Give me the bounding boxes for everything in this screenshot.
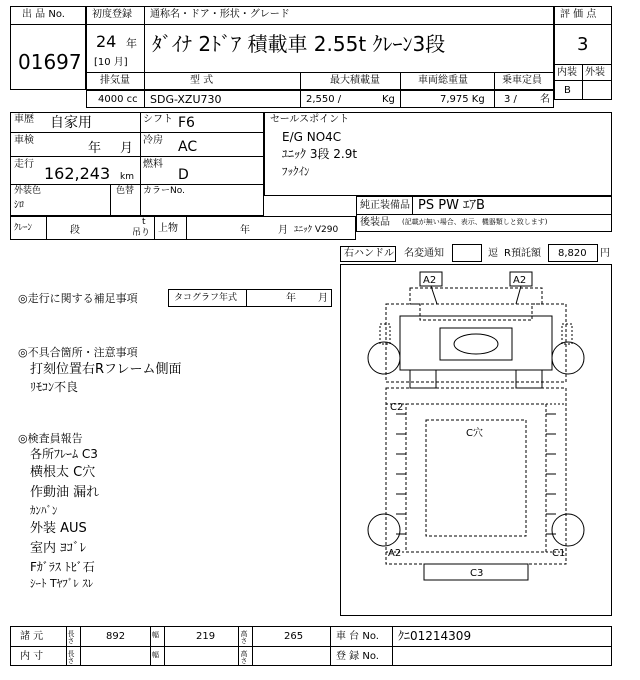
inspection-year: 年 (88, 141, 102, 156)
crane-lift: 吊り (132, 228, 151, 238)
mark-a2-front-right: A2 (513, 275, 527, 286)
equipment-value: PS PW ｴｱB (418, 198, 485, 213)
equipment-label: 純正装備品 (360, 200, 410, 211)
mileage-value: 162,243 (44, 164, 111, 183)
capacity-label: 乗車定員 (502, 75, 542, 86)
sales-point-3: ﾌｯｸｲﾝ (282, 165, 310, 178)
width-value: 219 (196, 631, 216, 642)
inspector-note-6: 室内 ﾖｺﾞﾚ (30, 541, 87, 556)
r-pred-yen: 円 (600, 248, 610, 259)
ac-value: AC (178, 139, 198, 155)
inspector-note-3: 作動油 漏れ (30, 485, 100, 500)
name-change-label: 名変通知 (404, 248, 444, 259)
inner-length-label: 長さ (67, 650, 75, 664)
aftermarket-note: (記載が無い場合、表示、機器類しと致します) (402, 218, 548, 226)
mark-a2-rear-left: A2 (388, 548, 402, 559)
inspector-note-8: ｼｰﾄ Tﾔﾌﾞﾚ ｽﾚ (30, 577, 94, 590)
ext-color-label: 外装色 (14, 186, 42, 196)
first-reg-label: 初度登録 (92, 9, 132, 20)
inspector-note-7: Fｶﾞﾗｽ ﾄﾋﾞ石 (30, 560, 95, 574)
odometer-swap-label: 逗 (488, 248, 498, 259)
height-label: 高さ (240, 630, 248, 644)
inspector-note-5: 外装 AUS (30, 521, 87, 536)
history-value: 自家用 (50, 115, 92, 131)
car-name: ﾀﾞｲﾅ 2ﾄﾞｱ 積載車 2.55t ｸﾚｰﾝ3段 (152, 32, 446, 56)
supplement-title: ◎走行に関する補足事項 (18, 292, 138, 305)
inspector-note-4: ｶﾝﾊﾞﾝ (30, 504, 58, 517)
name-change-checkbox (452, 244, 482, 262)
capacity-unit: 名 (540, 94, 550, 105)
fuel-label: 燃料 (143, 159, 163, 170)
r-pred-value: 8,820 (558, 248, 587, 259)
sales-point-label: セールスポイント (270, 114, 350, 125)
crane-ton: t (142, 217, 146, 227)
model-label: 型 式 (190, 75, 214, 86)
upper-year: 年 (240, 225, 250, 236)
inner-label: 内 寸 (20, 651, 44, 662)
displacement-value: 4000 cc (98, 94, 138, 105)
inspection-label: 車検 (14, 135, 34, 146)
mileage-unit: km (120, 172, 134, 182)
mark-c2-left-side: C2 (390, 402, 404, 413)
defect-2: ﾘﾓｺﾝ不良 (30, 380, 79, 394)
mark-c3-rear-bumper: C3 (470, 568, 484, 579)
name-label: 通称名・ドア・形状・グレード (150, 9, 290, 20)
aftermarket-label: 後装品 (360, 217, 390, 228)
upper-value: ﾕﾆｯｸ V290 (294, 225, 339, 235)
crane-label: ｸﾚｰﾝ (14, 223, 33, 233)
truck-diagram (340, 264, 612, 616)
score-value: 3 (577, 34, 589, 55)
upper-label: 上物 (158, 223, 178, 234)
mileage-label: 走行 (14, 159, 34, 170)
shift-value: F6 (178, 115, 195, 131)
tacho-year: 年 (286, 293, 296, 304)
history-label: 車歴 (14, 114, 34, 125)
dims-label: 諸 元 (20, 631, 44, 642)
chassis-value: ｸﾆ01214309 (398, 629, 472, 643)
exterior-label: 外装 (585, 67, 605, 78)
inspection-month: 月 (120, 141, 134, 156)
inner-width-label: 幅 (152, 651, 159, 659)
model-value: SDG-XZU730 (150, 93, 222, 106)
max-load-unit: Kg (382, 94, 395, 105)
gross-weight-label: 車両総重量 (418, 75, 468, 86)
tacho-label: タコグラフ年式 (174, 293, 238, 303)
rhd-label: 右ハンドル (344, 248, 394, 259)
width-label: 幅 (152, 631, 159, 639)
interior-grade: B (564, 85, 571, 96)
sales-point-2: ﾕﾆｯｸ 3段 2.9t (282, 147, 358, 161)
mark-a2-front-left: A2 (423, 275, 437, 286)
length-label: 長さ (67, 630, 75, 644)
displacement-label: 排気量 (100, 75, 130, 86)
defect-1: 打刻位置右Rフレーム側面 (30, 362, 182, 377)
ext-color-value: ｼﾛ (14, 200, 24, 211)
registration-label: 登 録 No. (336, 651, 379, 662)
lot-number: 01697 (18, 50, 82, 74)
gross-weight-value: 7,975 Kg (440, 94, 485, 105)
interior-label: 内装 (557, 67, 577, 78)
length-value: 892 (106, 631, 126, 642)
max-load-value: 2,550 / (306, 94, 342, 105)
upper-month: 月 (278, 225, 288, 236)
first-reg-year-unit: 年 (126, 37, 137, 50)
inner-height-label: 高さ (240, 650, 248, 664)
color-no-label: カラーNo. (143, 186, 185, 196)
color-code-label: 色替 (116, 186, 135, 196)
inspector-note-1: 各所ﾌﾚｰﾑ C3 (30, 447, 98, 461)
mark-c1-rear-right: C1 (552, 548, 566, 559)
inspector-note-2: 横根太 C穴 (30, 465, 96, 480)
shift-label: シフト (143, 114, 173, 125)
lot-label: 出 品 No. (22, 9, 65, 20)
defects-title: ◎不具合箇所・注意事項 (18, 346, 138, 359)
max-load-label: 最大積載量 (330, 75, 380, 86)
tacho-month: 月 (318, 293, 328, 304)
inspector-title: ◎検査員報告 (18, 432, 83, 445)
height-value: 265 (284, 631, 304, 642)
chassis-label: 車 台 No. (336, 631, 379, 642)
fuel-value: D (178, 167, 189, 183)
first-reg-year: 24 (96, 32, 117, 51)
r-pred-label: R預託額 (504, 248, 541, 259)
first-reg-month: [10 月] (94, 57, 128, 68)
sales-point-1: E/G NO4C (282, 130, 342, 144)
crane-stage: 段 (70, 225, 80, 236)
capacity-value: 3 / (504, 94, 517, 105)
ac-label: 冷房 (143, 135, 163, 146)
mark-c-hole-deck: C穴 (466, 428, 483, 439)
score-label: 評 価 点 (560, 9, 597, 20)
